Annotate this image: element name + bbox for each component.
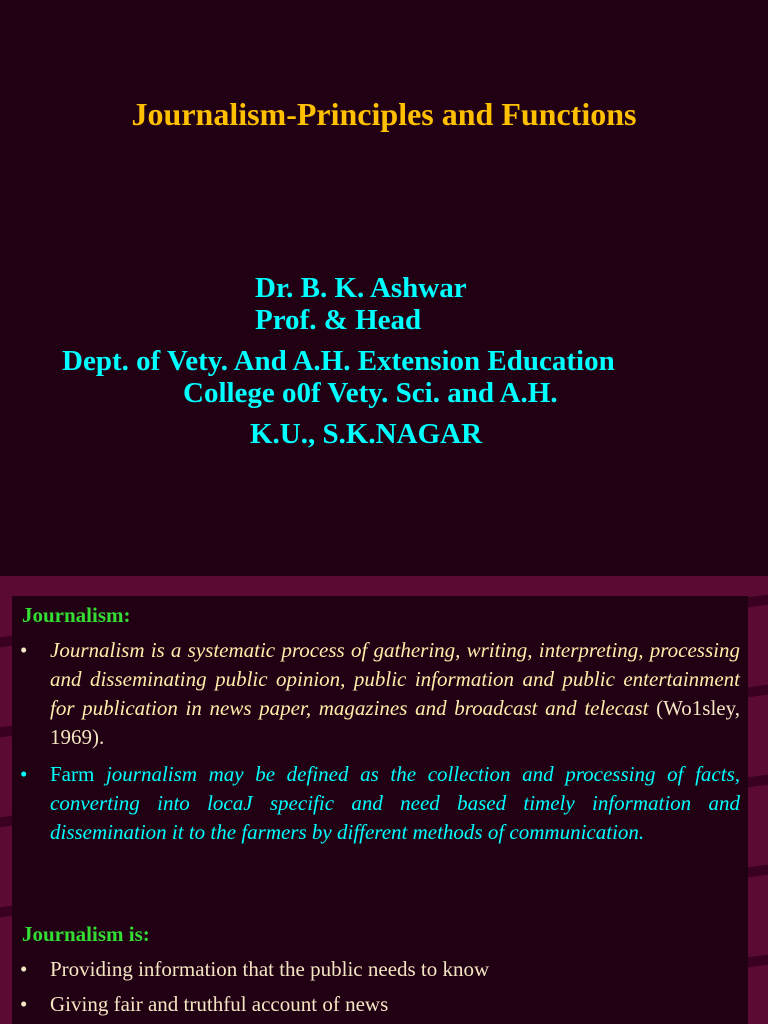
author-university: K.U., S.K.NAGAR	[250, 418, 483, 450]
citation: (Wo1sley, 1969).	[50, 696, 740, 749]
list-item	[20, 636, 740, 752]
content-panel	[12, 596, 748, 1024]
list-item	[20, 955, 740, 984]
bullet-point: •	[20, 638, 28, 662]
slide-title: Journalism-Principles and Functions	[131, 96, 637, 132]
bullet-point: •	[20, 957, 28, 981]
list-item	[20, 760, 740, 847]
author-college: College o0f Vety. Sci. and A.H.	[183, 377, 558, 409]
author-position: Prof. & Head	[255, 304, 422, 336]
list-item	[20, 990, 740, 1019]
section-heading-journalism-is: Journalism is:	[22, 922, 150, 946]
author-name: Dr. B. K. Ashwar	[255, 272, 467, 304]
section-heading-journalism: Journalism:	[22, 603, 131, 627]
bullet-text: Providing information that the public needs to know	[50, 957, 490, 981]
bullet-text	[50, 760, 740, 847]
bullet-point: •	[20, 762, 28, 786]
content-slide	[0, 576, 768, 1024]
bullet-text: Giving fair and truthful account of news	[50, 992, 389, 1016]
bullet-point: •	[20, 992, 28, 1016]
bullet-text	[50, 636, 740, 752]
author-department: Dept. of Vety. And A.H. Extension Education	[62, 345, 615, 377]
farm-lead: Farm	[50, 762, 106, 786]
definition-text: Journalism is a systematic process of gathering, writing, interpreting, processing and disseminating public opinion, public information and public entertainment for publication in news paper, magazines and broadcast and telecast	[50, 638, 740, 720]
farm-definition: journalism may be defined as the collection and processing of facts, converting into locaJ specific and need based timely information and dissemination it to the farmers by different methods of communication.	[50, 762, 740, 844]
